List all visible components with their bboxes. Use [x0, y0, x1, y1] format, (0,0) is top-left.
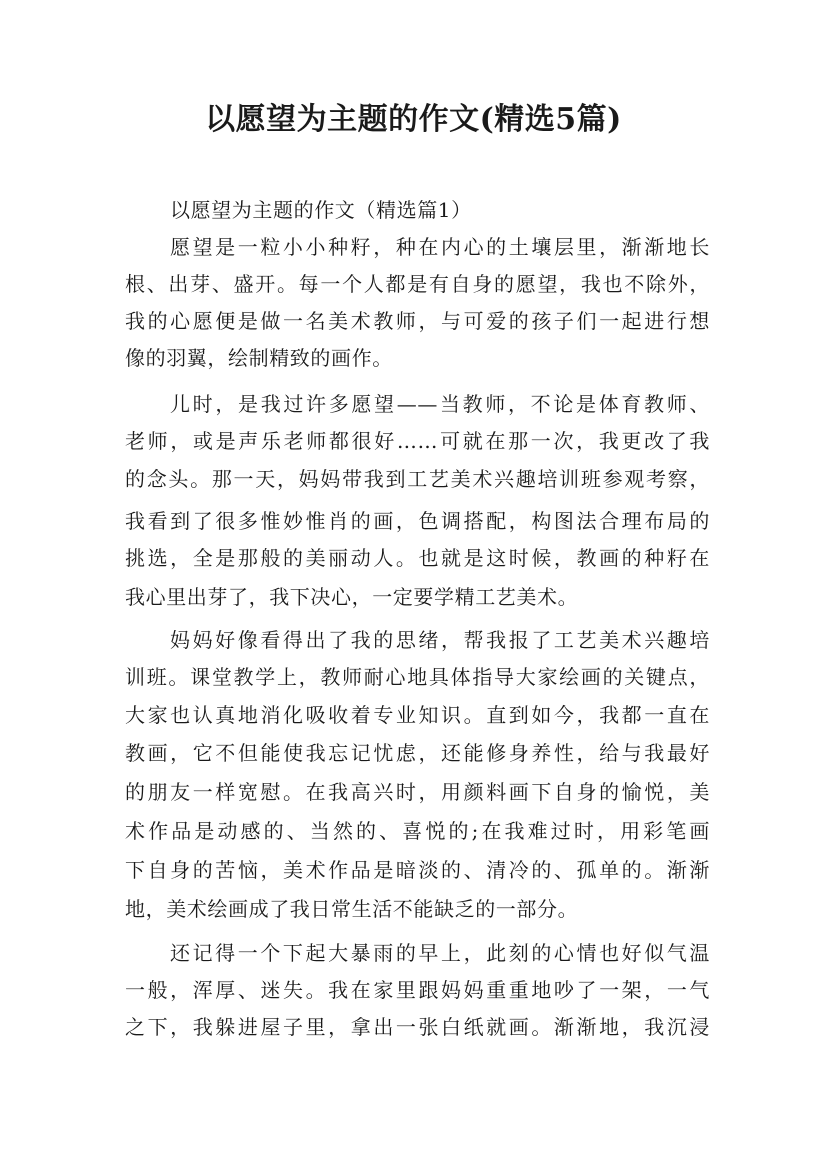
paragraph-line: 根、出芽、盛开。每一个人都是有自身的愿望，我也不除外， [125, 272, 710, 296]
paragraph-line: 老师，或是声乐老师都很好……可就在那一次，我更改了我 [125, 429, 710, 453]
paragraph-line: 挑选，全是那般的美丽动人。也就是这时候，教画的种籽在 [125, 546, 710, 570]
paragraph-line: 还记得一个下起大暴雨的早上，此刻的心情也好似气温 [170, 941, 710, 965]
paragraph-line: 之下，我躲进屋子里，拿出一张白纸就画。渐渐地，我沉浸 [125, 1015, 710, 1039]
paragraph-line: 的朋友一样宽慰。在我高兴时，用颜料画下自身的愉悦，美 [125, 780, 710, 804]
paragraph-line: 的念头。那一天，妈妈带我到工艺美术兴趣培训班参观考察， [125, 467, 710, 491]
paragraph-line: 术作品是动感的、当然的、喜悦的;在我难过时，用彩笔画 [125, 819, 710, 843]
document-title: 以愿望为主题的作文(精选5篇) [205, 102, 622, 137]
paragraph-line: 地，美术绘画成了我日常生活不能缺乏的一部分。 [125, 897, 579, 921]
paragraph-line: 下自身的苦恼，美术作品是暗淡的、清冷的、孤单的。渐渐 [125, 858, 710, 882]
paragraph-line: 我看到了很多惟妙惟肖的画，色调搭配，构图法合理布局的 [125, 509, 710, 533]
paragraph-line: 一般，浑厚、迷失。我在家里跟妈妈重重地吵了一架，一气 [125, 978, 710, 1002]
paragraph-line: 训班。课堂教学上，教师耐心地具体指导大家绘画的关键点， [125, 665, 710, 689]
paragraph-line: 妈妈好像看得出了我的思绪，帮我报了工艺美术兴趣培 [170, 628, 710, 652]
paragraph-line: 教画，它不但能使我忘记忧虑，还能修身养性，给与我最好 [125, 741, 710, 765]
paragraph-line: 我的心愿便是做一名美术教师，与可爱的孩子们一起进行想 [125, 309, 710, 333]
section-heading: 以愿望为主题的作文（精选篇1） [170, 198, 472, 222]
paragraph-line: 像的羽翼，绘制精致的画作。 [125, 346, 393, 370]
paragraph-line: 儿时，是我过许多愿望——当教师，不论是体育教师、 [170, 392, 710, 416]
paragraph-line: 大家也认真地消化吸收着专业知识。直到如今，我都一直在 [125, 703, 710, 727]
paragraph-line: 愿望是一粒小小种籽，种在内心的土壤层里，渐渐地长 [170, 235, 710, 259]
paragraph-line: 我心里出芽了，我下决心，一定要学精工艺美术。 [125, 585, 579, 609]
